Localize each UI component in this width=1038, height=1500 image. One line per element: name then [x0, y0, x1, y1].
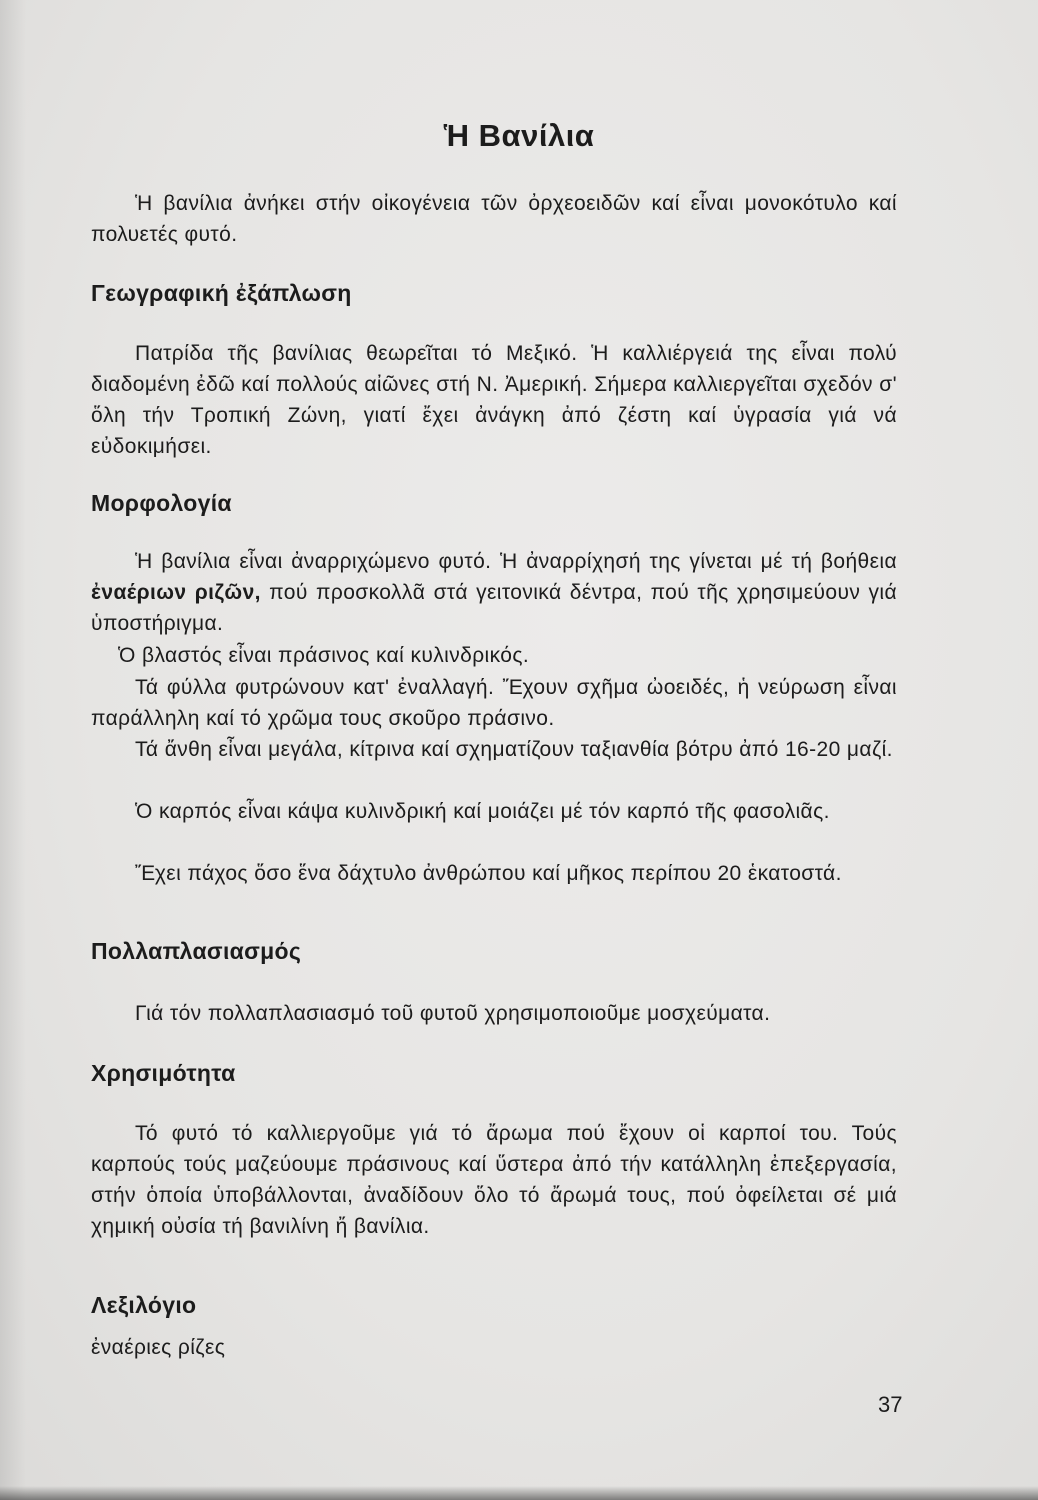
- morphology-text-after: πού προσκολλᾶ στά γειτονικά δέντρα, πού τῆς χρησιμεύουν γιά ὑποστήριγμα.: [91, 581, 897, 635]
- heading-geography: Γεωγραφική ἐξάπλωση: [91, 280, 352, 306]
- page-bottom-shadow: [0, 1486, 1038, 1500]
- morphology-paragraph-1: [91, 546, 897, 639]
- page-fold-shadow: [0, 0, 26, 1500]
- heading-propagation: Πολλαπλασιασμός: [91, 938, 302, 964]
- heading-glossary: Λεξιλόγιο: [91, 1292, 197, 1318]
- page-number: 37: [878, 1392, 903, 1417]
- morphology-paragraph-6: Ἔχει πάχος ὅσο ἕνα δάχτυλο ἀνθρώπου καί μῆκος περίπου 20 ἑκατοστά.: [135, 862, 842, 885]
- glossary-term: ἐναέριες ρίζες: [91, 1336, 226, 1359]
- morphology-paragraph-4: Τά ἄνθη εἶναι μεγάλα, κίτρινα καί σχηματίζουν ταξιανθία βότρυ ἀπό 16-20 μαζί.: [135, 738, 893, 761]
- usefulness-paragraph: Τό φυτό τό καλλιεργοῦμε γιά τό ἄρωμα πού ἔχουν οἱ καρποί του. Τούς καρπούς τούς μαζεύουμε πράσινους καί ὕστερα ἀπό τήν κατάλληλη ἐπεξεργασία, στήν ὁποία ὑποβάλλονται, ἀναδίδουν ὅλο τό ἄρωμά τους, πού ὀφείλεται σέ μιά χημική οὐσία τή βανιλίνη ἤ βανίλια.: [91, 1122, 897, 1238]
- intro-paragraph: Ἡ βανίλια ἀνήκει στήν οἰκογένεια τῶν ὀρχεοειδῶν καί εἶναι μονοκότυλο καί πολυετές φυτό.: [91, 192, 897, 246]
- propagation-paragraph: Γιά τόν πολλαπλασιασμό τοῦ φυτοῦ χρησιμοποιοῦμε μοσχεύματα.: [135, 1002, 771, 1025]
- heading-morphology: Μορφολογία: [91, 490, 232, 516]
- morphology-bold-term: ἐναέριων ριζῶν,: [91, 581, 261, 604]
- morphology-paragraph-3: Τά φύλλα φυτρώνουν κατ' ἐναλλαγή. Ἔχουν σχῆμα ὠοειδές, ἡ νεύρωση εἶναι παράλληλη καί τό χρῶμα τους σκοῦρο πράσινο.: [91, 676, 897, 730]
- geography-paragraph: Πατρίδα τῆς βανίλιας θεωρεῖται τό Μεξικό. Ἡ καλλιέργειά της εἶναι πολύ διαδομένη ἐδῶ καί πολλούς αἰῶνες στή Ν. Ἀμερική. Σήμερα καλλιεργεῖται σχεδόν σ' ὅλη τήν Τροπική Ζώνη, γιατί ἔχει ἀνάγκη ἀπό ζέστη καί ὑγρασία γιά νά εὐδοκιμήσει.: [91, 342, 897, 458]
- page-title: Ἡ Βανίλια: [443, 118, 595, 153]
- morphology-paragraph-2: Ὁ βλαστός εἶναι πράσινος καί κυλινδρικός.: [118, 644, 530, 667]
- heading-usefulness: Χρησιμότητα: [91, 1060, 236, 1086]
- morphology-paragraph-5: Ὁ καρπός εἶναι κάψα κυλινδρική καί μοιάζει μέ τόν καρπό τῆς φασολιᾶς.: [135, 800, 830, 823]
- morphology-text-before: Ἡ βανίλια εἶναι ἀναρριχώμενο φυτό. Ἡ ἀναρρίχησή της γίνεται μέ τή βοήθεια: [135, 550, 897, 573]
